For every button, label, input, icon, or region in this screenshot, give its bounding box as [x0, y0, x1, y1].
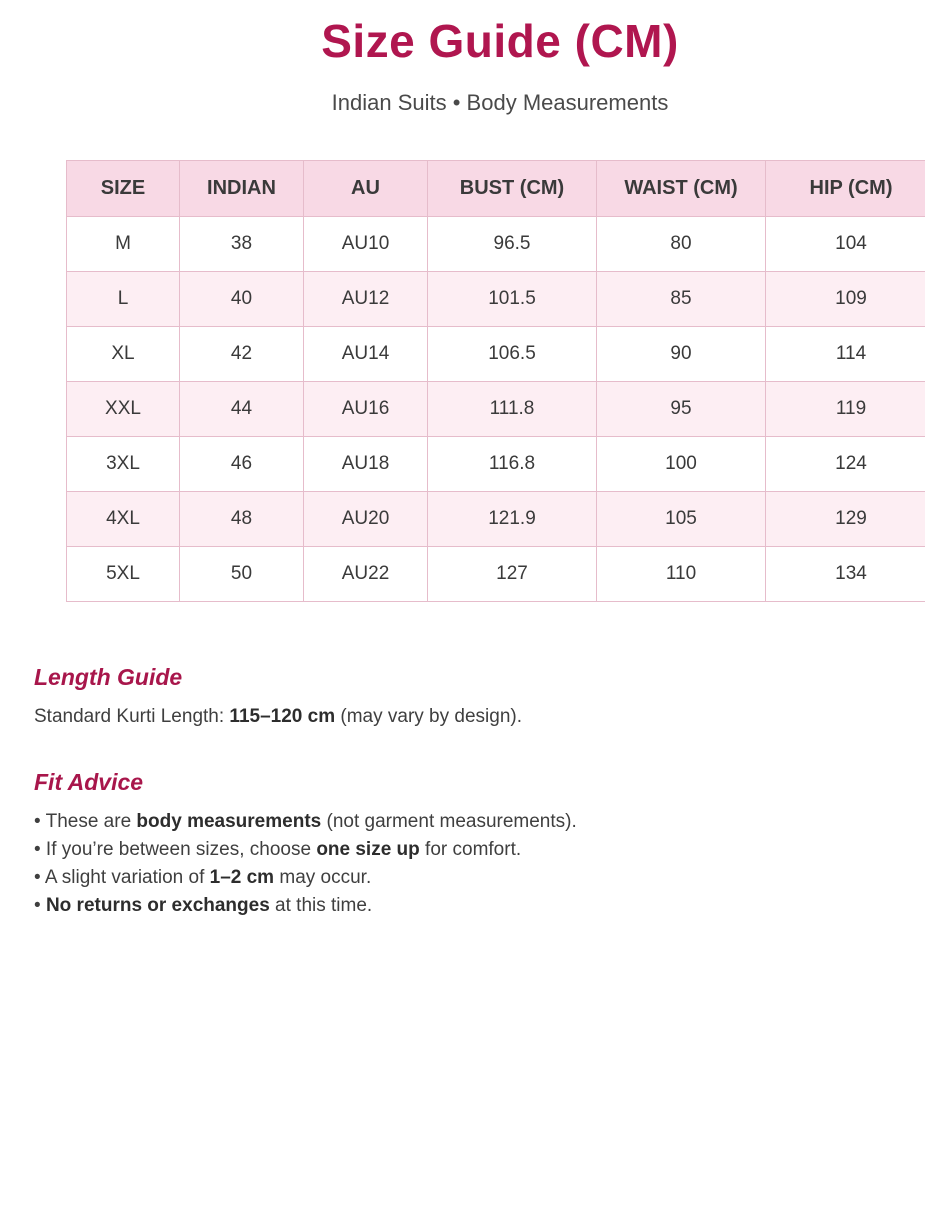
- column-header-hip: HIP (CM): [766, 161, 925, 217]
- cell-size: M: [67, 217, 180, 272]
- length-guide-heading: Length Guide: [34, 664, 183, 690]
- cell-bust: 106.5: [428, 327, 597, 382]
- page-title: Size Guide (CM): [321, 15, 679, 67]
- cell-indian: 48: [180, 492, 304, 547]
- cell-hip: 104: [766, 217, 925, 272]
- cell-hip: 124: [766, 437, 925, 492]
- cell-waist: 105: [597, 492, 766, 547]
- list-item: [34, 892, 577, 920]
- length-guide-text: [34, 706, 522, 728]
- cell-hip: 129: [766, 492, 925, 547]
- cell-bust: 127: [428, 547, 597, 602]
- bullet-text: •: [34, 895, 46, 916]
- list-item: [34, 808, 577, 836]
- cell-au: AU10: [304, 217, 428, 272]
- bullet-text: (not garment measurements).: [321, 811, 577, 832]
- cell-size: L: [67, 272, 180, 327]
- list-item: [34, 864, 577, 892]
- column-header-bust: BUST (CM): [428, 161, 597, 217]
- column-header-size: SIZE: [67, 161, 180, 217]
- bullet-emphasis: body measurements: [136, 811, 322, 832]
- cell-waist: 85: [597, 272, 766, 327]
- cell-waist: 90: [597, 327, 766, 382]
- cell-size: 4XL: [67, 492, 180, 547]
- cell-size: XXL: [67, 382, 180, 437]
- cell-bust: 111.8: [428, 382, 597, 437]
- bullet-emphasis: one size up: [316, 839, 420, 860]
- cell-indian: 42: [180, 327, 304, 382]
- cell-indian: 38: [180, 217, 304, 272]
- cell-bust: 121.9: [428, 492, 597, 547]
- cell-hip: 109: [766, 272, 925, 327]
- length-guide-prefix: Standard Kurti Length:: [34, 706, 230, 727]
- table-row: [67, 382, 925, 437]
- bullet-text: for comfort.: [419, 839, 522, 860]
- table-row: [67, 492, 925, 547]
- cell-indian: 46: [180, 437, 304, 492]
- fit-advice-list: [34, 808, 577, 920]
- bullet-text: may occur.: [274, 867, 372, 888]
- column-header-indian: INDIAN: [180, 161, 304, 217]
- bullet-emphasis: 1–2 cm: [209, 867, 275, 888]
- cell-bust: 101.5: [428, 272, 597, 327]
- cell-waist: 100: [597, 437, 766, 492]
- cell-waist: 80: [597, 217, 766, 272]
- cell-au: AU22: [304, 547, 428, 602]
- cell-indian: 40: [180, 272, 304, 327]
- cell-hip: 114: [766, 327, 925, 382]
- cell-waist: 110: [597, 547, 766, 602]
- cell-bust: 96.5: [428, 217, 597, 272]
- cell-au: AU14: [304, 327, 428, 382]
- cell-waist: 95: [597, 382, 766, 437]
- cell-hip: 119: [766, 382, 925, 437]
- bullet-emphasis: No returns or exchanges: [45, 895, 270, 916]
- cell-au: AU12: [304, 272, 428, 327]
- bullet-text: • A slight variation of: [34, 867, 210, 888]
- bullet-text: • These are: [34, 811, 137, 832]
- column-header-au: AU: [304, 161, 428, 217]
- list-item: [34, 836, 577, 864]
- table-row: [67, 327, 925, 382]
- cell-bust: 116.8: [428, 437, 597, 492]
- table-row: [67, 547, 925, 602]
- cell-size: XL: [67, 327, 180, 382]
- length-guide-value: 115–120 cm: [229, 706, 336, 727]
- page-subtitle: Indian Suits • Body Measurements: [331, 90, 669, 115]
- table-row: [67, 437, 925, 492]
- cell-au: AU20: [304, 492, 428, 547]
- size-table: [66, 160, 925, 602]
- cell-hip: 134: [766, 547, 925, 602]
- table-row: [67, 217, 925, 272]
- table-header-row: [67, 161, 925, 217]
- length-guide-suffix: (may vary by design).: [335, 706, 522, 727]
- cell-au: AU16: [304, 382, 428, 437]
- bullet-text: • If you’re between sizes, choose: [34, 839, 317, 860]
- cell-indian: 44: [180, 382, 304, 437]
- fit-advice-heading: Fit Advice: [34, 769, 144, 795]
- cell-size: 5XL: [67, 547, 180, 602]
- column-header-waist: WAIST (CM): [597, 161, 766, 217]
- table-row: [67, 272, 925, 327]
- cell-size: 3XL: [67, 437, 180, 492]
- cell-indian: 50: [180, 547, 304, 602]
- bullet-text: at this time.: [269, 895, 373, 916]
- cell-au: AU18: [304, 437, 428, 492]
